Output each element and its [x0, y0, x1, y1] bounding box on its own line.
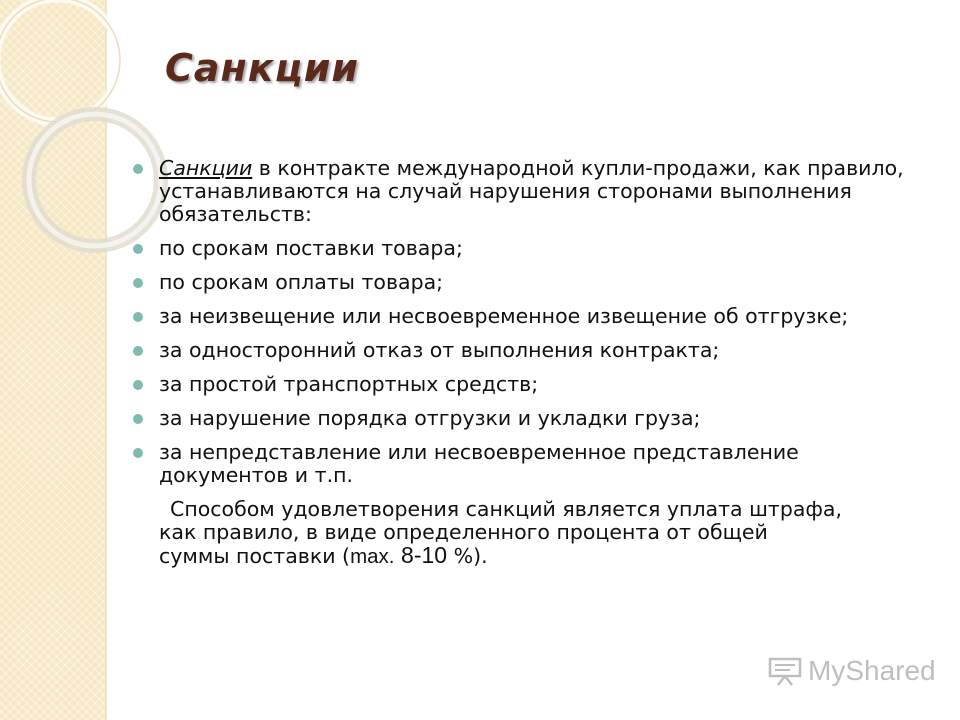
bullet-icon: [133, 244, 143, 254]
max-label: max.: [350, 545, 395, 568]
watermark: [768, 655, 936, 687]
slide-content: [130, 157, 930, 568]
closing-line-3: суммы поставки (: [159, 544, 351, 568]
percent-range: 8-10: [401, 542, 448, 568]
bullet-icon: [133, 414, 143, 424]
list-item-text: за простой транспортных средств;: [159, 372, 539, 396]
list-item: [130, 441, 930, 487]
list-item-text: за непредставление или несвоевременное представление документов и т.п.: [159, 440, 799, 487]
strip-divider: [105, 0, 107, 720]
bullet-icon: [133, 380, 143, 390]
list-item: [130, 373, 930, 396]
watermark-text: MyShared: [808, 655, 936, 686]
presentation-icon: [768, 656, 802, 686]
list-item: [130, 305, 930, 328]
closing-line-2: как правило, в виде определенного процента от общей: [159, 520, 768, 544]
list-item: [130, 237, 930, 260]
closing-line-1: Способом удовлетворения санкций является уплата штрафа,: [170, 497, 843, 521]
bullet-icon: [133, 164, 143, 174]
list-item-text: за неизвещение или несвоевременное извещение об отгрузке;: [159, 304, 849, 328]
list-item: [130, 339, 930, 362]
bullet-icon: [133, 346, 143, 356]
list-item: [130, 157, 930, 226]
list-item-text: по срокам оплаты товара;: [159, 270, 444, 294]
closing-suffix: %).: [447, 544, 488, 568]
list-item: [130, 271, 930, 294]
list-item-text: за односторонний отказ от выполнения контракта;: [159, 338, 720, 362]
bullet-list: [130, 157, 930, 487]
bullet-icon: [133, 448, 143, 458]
list-item-text: за нарушение порядка отгрузки и укладки груза;: [159, 406, 701, 430]
intro-emphasis: Санкции: [159, 156, 253, 180]
closing-paragraph: [130, 498, 930, 568]
slide-title: Санкции: [165, 46, 359, 90]
bullet-icon: [133, 278, 143, 288]
bullet-icon: [133, 312, 143, 322]
list-item: [130, 407, 930, 430]
list-item-text: по срокам поставки товара;: [159, 236, 463, 260]
decorative-side-strip: [0, 0, 105, 720]
intro-text: в контракте международной купли-продажи, как правило, устанавливаются на случай нарушения сторонами выполнения обязательств:: [159, 156, 904, 226]
